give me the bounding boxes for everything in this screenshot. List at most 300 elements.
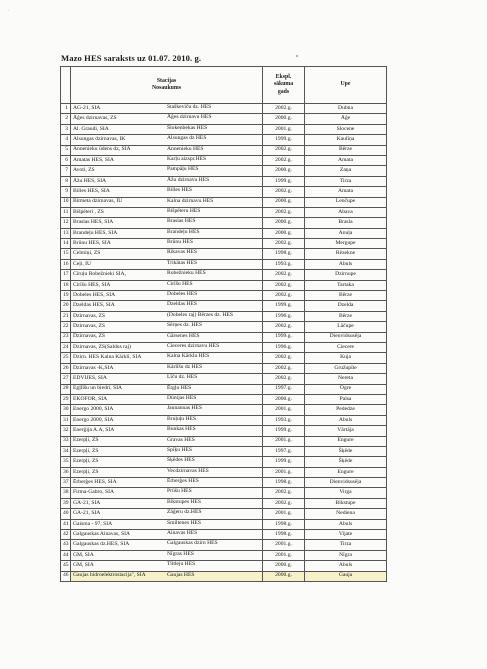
owner-name: Dzirnavas -K,SIA <box>73 364 114 371</box>
start-year: 2001.g. <box>263 467 305 477</box>
river-name: Šķēde <box>305 446 387 456</box>
station-name: Spīķu HES <box>167 446 193 453</box>
row-number: 15 <box>61 249 71 259</box>
row-number: 17 <box>61 270 71 280</box>
owner-name: Cirīšu HES, SIA <box>73 281 111 288</box>
owner-name: Cīruļu Robežnieki SIA, <box>73 271 126 278</box>
owner-name: Energo 2000, SIA <box>73 416 114 423</box>
river-name: Kuja <box>305 353 387 363</box>
table-row <box>61 114 387 124</box>
station-name: Ainavas HES <box>167 530 198 537</box>
owner-name: Billes HES, SIA <box>73 188 110 195</box>
table-row <box>61 467 387 477</box>
row-number: 21 <box>61 311 71 321</box>
river-name: Vārtāja <box>305 426 387 436</box>
owner-name: Ezerpļi, ZS <box>73 437 99 444</box>
table-row <box>61 415 387 425</box>
start-year: 2002.g. <box>263 187 305 197</box>
row-number: 25 <box>61 353 71 363</box>
table-row <box>61 270 387 280</box>
river-name: Ciecere <box>305 342 387 352</box>
station-name: Kalna dzirnavu HES <box>167 197 214 204</box>
station-cell <box>71 218 263 228</box>
row-number: 34 <box>61 446 71 456</box>
owner-name: EKOFOR, SIA <box>73 395 108 402</box>
document-title: Mazo HES saraksts uz 01.07. 2010. g. <box>61 53 202 63</box>
row-number: 19 <box>61 291 71 301</box>
owner-name: Dzeldas HES, SIA <box>73 302 115 309</box>
station-name: Šlokenbekas HES <box>167 124 208 131</box>
river-name: Vijate <box>305 530 387 540</box>
owner-name: Dobeles HES, SIA <box>73 291 116 298</box>
table-row <box>61 561 387 571</box>
owner-name: Celmiņi, ZS <box>73 250 101 257</box>
owner-name: Gaisma - 97, SIA <box>73 520 113 527</box>
table-row <box>61 405 387 415</box>
owner-name: Braslas HES, SIA <box>73 219 114 226</box>
station-cell <box>71 405 263 415</box>
row-number: 8 <box>61 176 71 186</box>
row-number: 7 <box>61 166 71 176</box>
start-year: 2000.g. <box>263 394 305 404</box>
start-year: 1999.g. <box>263 457 305 467</box>
row-number: 27 <box>61 374 71 384</box>
row-number: 46 <box>61 571 71 581</box>
row-number: 26 <box>61 363 71 373</box>
start-year: 2002.g. <box>263 322 305 332</box>
station-name: Cieceres dzirnavu HES <box>167 342 220 349</box>
station-cell <box>71 550 263 560</box>
station-cell <box>71 446 263 456</box>
station-name: Bruļuļu HES <box>167 415 197 422</box>
station-name: Rikavas HES <box>167 249 197 256</box>
table-row <box>61 135 387 145</box>
station-cell <box>71 394 263 404</box>
row-number: 33 <box>61 436 71 446</box>
table-row <box>61 530 387 540</box>
owner-name: Al. Graudi, SIA <box>73 125 109 132</box>
station-cell <box>71 301 263 311</box>
table-row <box>61 478 387 488</box>
station-cell <box>71 124 263 134</box>
start-year: 1997.g. <box>263 446 305 456</box>
station-cell <box>71 498 263 508</box>
station-cell <box>71 374 263 384</box>
table-row <box>61 426 387 436</box>
row-number: 5 <box>61 145 71 155</box>
owner-name: Ērberģes HES, SIA <box>73 478 117 485</box>
station-name: Sērņes dz. HES <box>167 322 202 329</box>
station-name: Billes HES <box>167 187 193 194</box>
table-row <box>61 498 387 508</box>
header-number <box>61 67 71 104</box>
river-name: Ogre <box>305 384 387 394</box>
start-year: 1993.g. <box>263 415 305 425</box>
start-year: 2002.g. <box>263 104 305 114</box>
river-name: Dienvidsusēja <box>305 478 387 488</box>
table-row <box>61 550 387 560</box>
river-name: Šķēde <box>305 457 387 467</box>
start-year: 2000.g. <box>263 228 305 238</box>
owner-name: Enerģija A.A, SIA <box>73 427 115 433</box>
river-name: Palsa <box>305 394 387 404</box>
station-cell <box>71 135 263 145</box>
row-number: 13 <box>61 228 71 238</box>
table-row <box>61 145 387 155</box>
owner-name: AG-21, SIA <box>73 104 101 111</box>
river-name: Dzirnupe <box>305 270 387 280</box>
table-row <box>61 187 387 197</box>
river-name: Slocene <box>305 124 387 134</box>
station-name: Dobeles HES <box>167 291 198 298</box>
owner-name: Avoti, ZS <box>73 167 95 174</box>
owner-name: Gaujas hidroelektrostacija", SIA <box>73 572 146 579</box>
station-cell <box>71 436 263 446</box>
table-row <box>61 176 387 186</box>
table-row <box>61 540 387 550</box>
station-name: Vecdzirnavas HES <box>167 467 209 474</box>
river-name: Kaulīņa <box>305 135 387 145</box>
station-cell <box>71 239 263 249</box>
station-cell <box>71 228 263 238</box>
river-name: Abuls <box>305 415 387 425</box>
row-number: 39 <box>61 498 71 508</box>
station-name: Prūšu HES <box>167 488 192 495</box>
table-row <box>61 332 387 342</box>
station-name: Gravas HES <box>167 436 195 443</box>
station-name: Līču dz. HES <box>167 374 198 381</box>
station-name: Gārsenes HES <box>167 332 200 339</box>
station-cell <box>71 311 263 321</box>
station-name: Brandeļu HES <box>167 228 200 235</box>
station-cell <box>71 363 263 373</box>
station-cell <box>71 291 263 301</box>
river-name: Engure <box>305 467 387 477</box>
station-name: Zāģeru dz.HES <box>167 509 202 516</box>
start-year: 2000.g. <box>263 114 305 124</box>
row-number: 36 <box>61 467 71 477</box>
row-number: 41 <box>61 519 71 529</box>
station-cell <box>71 187 263 197</box>
river-name: Tartaka <box>305 280 387 290</box>
station-name: Āžu dzirnavu HES <box>167 176 210 183</box>
scan-speck <box>296 55 298 57</box>
owner-name: Āžu HES, SIA <box>73 177 107 184</box>
table-row <box>61 446 387 456</box>
start-year: 2002.g. <box>263 207 305 217</box>
river-name: Abuls <box>305 561 387 571</box>
owner-name: GM, SIA <box>73 562 94 569</box>
station-name: Āģes dzirnavu HES <box>167 114 212 121</box>
station-name: Smiltenes HES <box>167 519 202 526</box>
row-number: 3 <box>61 124 71 134</box>
start-year: 1998.g. <box>263 519 305 529</box>
start-year: 2002.g. <box>263 291 305 301</box>
station-name: Braslas HES <box>167 218 196 225</box>
station-cell <box>71 176 263 186</box>
station-name: Gaujas HES <box>167 571 195 578</box>
scan-corner-mark: · <box>8 9 10 14</box>
station-name: Nīgras HES <box>167 550 194 557</box>
start-year: 2002.g. <box>263 280 305 290</box>
start-year: 1999.g. <box>263 332 305 342</box>
owner-name: Galgauskas dz.HES, SIA <box>73 541 130 548</box>
start-year: 2001.g. <box>263 550 305 560</box>
row-number: 37 <box>61 478 71 488</box>
table-body <box>61 104 387 582</box>
start-year: 1996.g. <box>263 311 305 321</box>
owner-name: Dzirnavas, ZS <box>73 312 106 319</box>
river-name: Bikstupe <box>305 498 387 508</box>
station-cell <box>71 270 263 280</box>
start-year: 2000.g. <box>263 561 305 571</box>
row-number: 12 <box>61 218 71 228</box>
station-name: Brūnu HES <box>167 239 193 246</box>
start-year: 2002.g. <box>263 155 305 165</box>
start-year: 1998.g. <box>263 530 305 540</box>
table-row <box>61 207 387 217</box>
start-year: 2002.g. <box>263 498 305 508</box>
station-name: Annenieku HES <box>167 145 204 152</box>
row-number: 2 <box>61 114 71 124</box>
row-number: 22 <box>61 322 71 332</box>
station-cell <box>71 530 263 540</box>
river-name: Mergupe <box>305 239 387 249</box>
row-number: 38 <box>61 488 71 498</box>
station-cell <box>71 415 263 425</box>
start-year: 1993.g. <box>263 259 305 269</box>
river-name: Brasla <box>305 218 387 228</box>
station-cell <box>71 457 263 467</box>
station-name: Ērberģes HES <box>167 478 199 485</box>
river-name: Nereta <box>305 374 387 384</box>
start-year: 2002.g. <box>263 374 305 384</box>
start-year: 2000.g. <box>263 571 305 581</box>
table-row <box>61 394 387 404</box>
station-cell <box>71 114 263 124</box>
table-row <box>61 509 387 519</box>
owner-name: Annenieku ūdens dz, SIA <box>73 146 131 153</box>
owner-name: Āģes dzirnavas, ZS <box>73 115 117 122</box>
station-name: Kalna Kārklu HES <box>167 353 210 360</box>
start-year: 2000.g. <box>263 218 305 228</box>
station-cell <box>71 259 263 269</box>
table-row <box>61 342 387 352</box>
station-cell <box>71 571 263 581</box>
row-number: 20 <box>61 301 71 311</box>
table-row <box>61 249 387 259</box>
station-name: Galgauskas dzirn HES <box>167 540 218 547</box>
river-name: Tirza <box>305 176 387 186</box>
owner-name: Brandeļu HES, SIA <box>73 229 118 236</box>
row-number: 30 <box>61 405 71 415</box>
station-name: Bikstupes HES <box>167 498 202 505</box>
row-number: 32 <box>61 426 71 436</box>
river-name: Pededze <box>305 405 387 415</box>
row-number: 4 <box>61 135 71 145</box>
owner-name: GA-21, SIA <box>73 510 101 517</box>
start-year: 2002.g. <box>263 239 305 249</box>
owner-name: Firma-Gabro, SIA <box>73 489 115 496</box>
owner-name: Ezerpļi, ZS <box>73 468 99 475</box>
station-name: Dūnijas HES <box>167 394 197 401</box>
table-row <box>61 353 387 363</box>
row-number: 1 <box>61 104 71 114</box>
start-year: 2002.g. <box>263 488 305 498</box>
owner-name: Bitmeta dzirnavas, IU <box>73 198 123 205</box>
table-row <box>61 228 387 238</box>
station-cell <box>71 249 263 259</box>
river-name: Rēzekne <box>305 249 387 259</box>
row-number: 44 <box>61 550 71 560</box>
start-year: 2002.g. <box>263 145 305 155</box>
river-name: Lenčupe <box>305 197 387 207</box>
owner-name: Galgauskas Ainavas, SIA <box>73 530 131 537</box>
owner-name: Bišpēteri , ZS <box>73 208 104 215</box>
station-name: Robežnieku HES <box>167 270 206 277</box>
table-row <box>61 322 387 332</box>
row-number: 35 <box>61 457 71 467</box>
start-year: 1999.g. <box>263 135 305 145</box>
start-year: 2001.g. <box>263 509 305 519</box>
start-year: 2002.g. <box>263 353 305 363</box>
table-row <box>61 311 387 321</box>
row-number: 45 <box>61 561 71 571</box>
table-row <box>61 155 387 165</box>
row-number: 11 <box>61 207 71 217</box>
owner-name: Amatas HES, SIA <box>73 156 114 163</box>
river-name: Bērze <box>305 291 387 301</box>
river-name: Bērze <box>305 311 387 321</box>
owner-name: GA-21, SIA <box>73 499 101 506</box>
hes-table <box>60 66 387 582</box>
row-number: 42 <box>61 530 71 540</box>
river-name: Bērze <box>305 145 387 155</box>
row-number: 31 <box>61 415 71 425</box>
station-name: Staškeviču dz. HES <box>167 104 212 110</box>
table-row <box>61 457 387 467</box>
station-name: Ērgļu HES <box>167 384 192 391</box>
river-name: Abuls <box>305 519 387 529</box>
table-row <box>61 280 387 290</box>
start-year: 2001.g. <box>263 540 305 550</box>
table-row <box>61 239 387 249</box>
station-cell <box>71 467 263 477</box>
station-cell <box>71 104 263 114</box>
station-cell <box>71 519 263 529</box>
station-name: Bunkas HES <box>167 426 196 433</box>
river-name: Nediena <box>305 509 387 519</box>
start-year: 2002.g. <box>263 270 305 280</box>
owner-name: Egļlīšu un biedri, SIA <box>73 385 123 392</box>
station-name: Bišpēteru HES <box>167 207 201 214</box>
river-name: Gauja <box>305 571 387 581</box>
river-name: Abava <box>305 207 387 217</box>
table-row <box>61 218 387 228</box>
station-cell <box>71 155 263 165</box>
table-row <box>61 124 387 134</box>
owner-name: Energo 2000, SIA <box>73 406 114 413</box>
start-year: 1999.g. <box>263 176 305 186</box>
table-row <box>61 104 387 114</box>
station-cell <box>71 478 263 488</box>
table-row <box>61 166 387 176</box>
table-row <box>61 436 387 446</box>
owner-name: Dzirnavas, ZS <box>73 323 106 330</box>
table-row <box>61 363 387 373</box>
river-name: Dzelda <box>305 301 387 311</box>
station-cell <box>71 561 263 571</box>
river-name: Zaņa <box>305 166 387 176</box>
station-name: Cirīšu HES <box>167 280 193 287</box>
row-number: 14 <box>61 239 71 249</box>
row-number: 9 <box>61 187 71 197</box>
start-year: 2001.g. <box>263 405 305 415</box>
owner-name: Dzirn. HES Kalna Kārkli, SIA <box>73 354 142 361</box>
river-name: Nīgra <box>305 550 387 560</box>
river-name: Āģe <box>305 114 387 124</box>
table-row <box>61 301 387 311</box>
river-name: Amata <box>305 155 387 165</box>
start-year: 2000.g. <box>263 197 305 207</box>
station-cell <box>71 488 263 498</box>
row-number: 43 <box>61 540 71 550</box>
row-number: 10 <box>61 197 71 207</box>
owner-name: Dzirnavas, ZS <box>73 333 106 340</box>
river-name: Dienvidsusēja <box>305 332 387 342</box>
station-name: (Dobeles raj) Bērzes dz. HES <box>167 311 234 318</box>
station-name: Alsungas dz HES <box>167 135 207 142</box>
table-header-row <box>61 67 387 104</box>
station-name: Tiltleju HES <box>167 561 196 568</box>
table-row <box>61 488 387 498</box>
owner-name: EDVIJES, SIA <box>73 375 107 382</box>
row-number: 16 <box>61 259 71 269</box>
station-cell <box>71 540 263 550</box>
row-number: 6 <box>61 155 71 165</box>
river-name: Virga <box>305 488 387 498</box>
start-year: 2002.g. <box>263 363 305 373</box>
station-name: Dzeldas HES <box>167 301 197 308</box>
station-cell <box>71 384 263 394</box>
table-row <box>61 291 387 301</box>
start-year: 2001.g. <box>263 124 305 134</box>
start-year: 1997.g. <box>263 384 305 394</box>
table-row <box>61 384 387 394</box>
start-year: 1999.g. <box>263 426 305 436</box>
station-name: Trikātas HES <box>167 259 198 266</box>
row-number: 28 <box>61 384 71 394</box>
start-year: 1998.g. <box>263 249 305 259</box>
river-name: Dubna <box>305 104 387 114</box>
station-name: Pampāļu HES <box>167 166 199 173</box>
station-cell <box>71 197 263 207</box>
start-year: 1996.g. <box>263 342 305 352</box>
start-year: 2001.g. <box>263 436 305 446</box>
station-name: Jaunannas HES <box>167 405 202 412</box>
station-cell <box>71 166 263 176</box>
owner-name: Ceļi, IU <box>73 260 92 267</box>
river-name: Tirza <box>305 540 387 550</box>
owner-name: Dzirnavas, ZS(Saldus raj) <box>73 343 131 350</box>
station-cell <box>71 509 263 519</box>
owner-name: Brūnu HES, SIA <box>73 239 111 246</box>
table-row <box>61 197 387 207</box>
owner-name: Alsungas dzirnavas, IK <box>73 136 126 143</box>
header-river: Upe <box>305 67 387 104</box>
station-cell <box>71 280 263 290</box>
station-cell <box>71 145 263 155</box>
